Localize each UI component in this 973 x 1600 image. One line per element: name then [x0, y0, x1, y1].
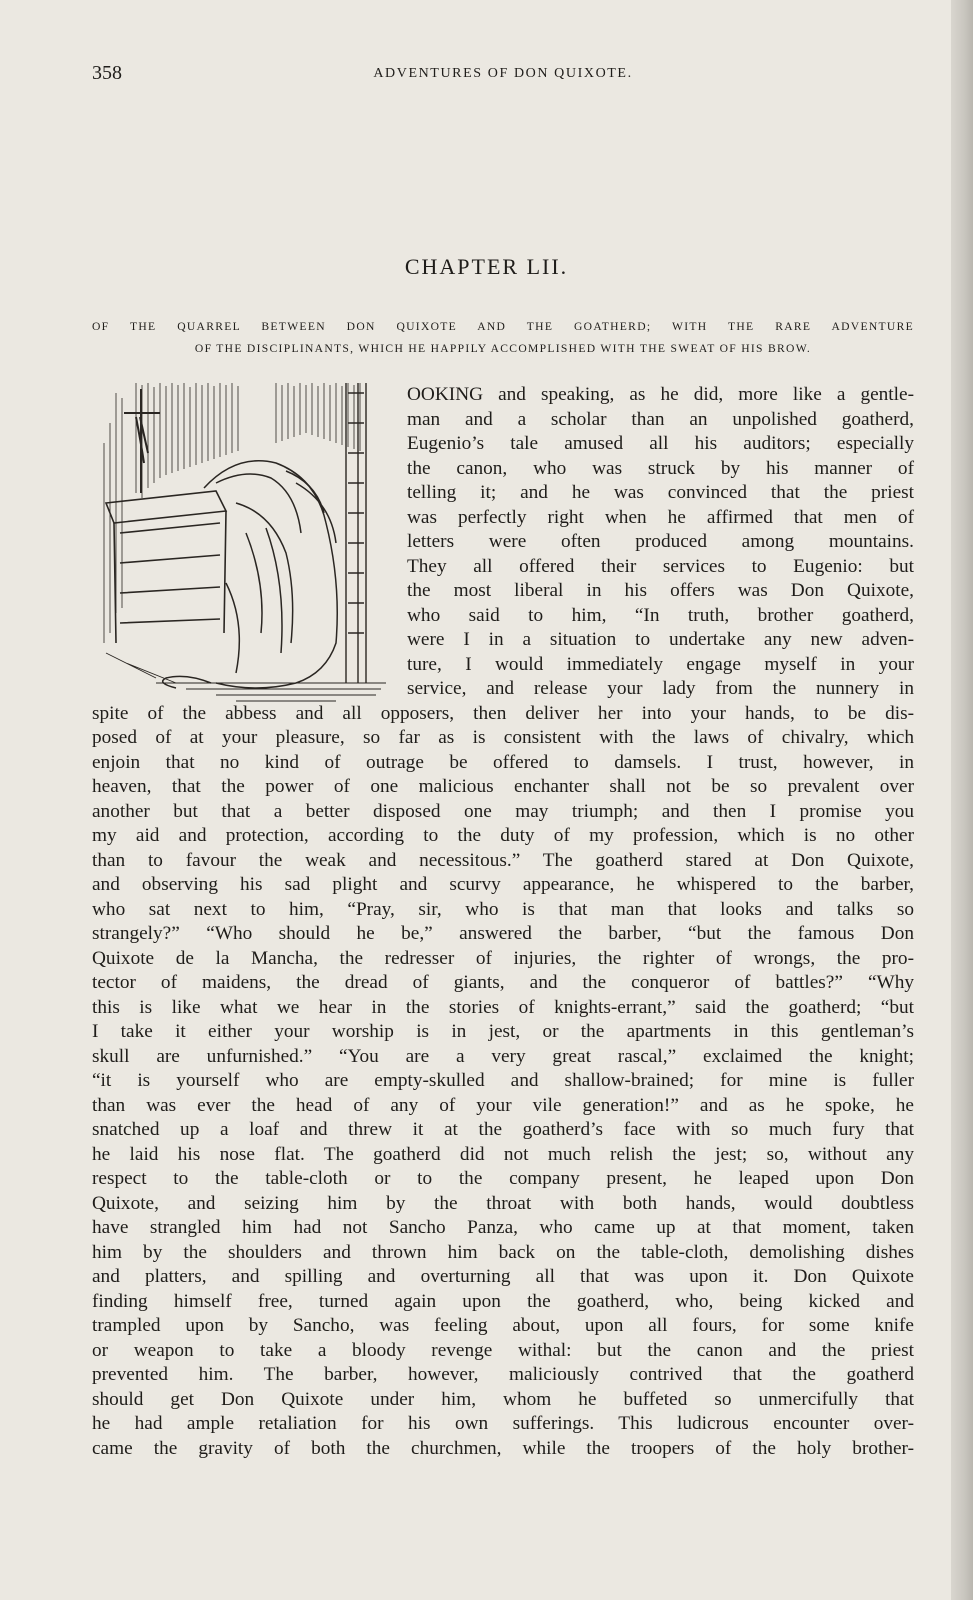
text-line: service, and release your lady from the nunnery in — [407, 678, 914, 699]
page-number: 358 — [92, 62, 122, 84]
text-line: ture, I would immediately engage myself in your — [407, 653, 914, 675]
text-line: Eugenio’s tale amused all his auditors; especially — [407, 433, 914, 454]
text-line: spite of the abbess and all opposers, then deliver her into your hands, to be dis- — [92, 702, 914, 724]
text-line: who sat next to him, “Pray, sir, who is that man that looks and talks so — [92, 898, 914, 920]
text-line: came the gravity of both the churchmen, while the troopers of the holy brother- — [92, 1437, 914, 1459]
text-line: I take it either your worship is in jest, or the apartments in this gentleman’s — [92, 1021, 914, 1042]
text-line: skull are unfurnished.” “You are a very great rascal,” exclaimed the knight; — [92, 1045, 914, 1067]
text-line: prevented him. The barber, however, maliciously contrived that the goatherd — [92, 1364, 914, 1385]
text-line: enjoin that no kind of outrage be offered to damsels. I trust, however, in — [92, 751, 914, 773]
text-line: who said to him, “In truth, brother goatherd, — [407, 604, 914, 626]
text-line: than to favour the weak and necessitous.” The goatherd stared at Don Quixote, — [92, 849, 914, 871]
page-edge-shadow — [951, 0, 973, 1600]
running-title: ADVENTURES OF DON QUIXOTE. — [373, 66, 633, 81]
text-line: him by the shoulders and thrown him back on the table-cloth, demolishing dishes — [92, 1241, 914, 1263]
text-line: the most liberal in his offers was Don Quixote, — [407, 580, 914, 601]
text-line: finding himself free, turned again upon the goatherd, who, being kicked and — [92, 1290, 914, 1312]
text-line: letters were often produced among mountains. — [407, 531, 914, 552]
summary-line: OF THE QUARREL BETWEEN DON QUIXOTE AND THE GOATHERD; WITH THE RARE ADVENTURE — [92, 320, 914, 333]
text-line: than was ever the head of any of your vile generation!” and as he spoke, he — [92, 1094, 914, 1116]
text-line: he laid his nose flat. The goatherd did not much relish the jest; so, without any — [92, 1143, 914, 1165]
text-line: OOKING and speaking, as he did, more like a gentle- — [407, 384, 914, 405]
text-line: have strangled him had not Sancho Panza, who came up at that moment, taken — [92, 1217, 914, 1238]
text-line: this is like what we hear in the stories of knights-errant,” said the goatherd; “but — [92, 996, 914, 1018]
text-line: the canon, who was struck by his manner of — [407, 457, 914, 479]
text-line: or weapon to take a bloody revenge withal: but the canon and the priest — [92, 1339, 914, 1361]
chapter-summary — [92, 316, 914, 360]
text-line: trampled upon by Sancho, was feeling about, upon all fours, for some knife — [92, 1315, 914, 1336]
text-line: posed of at your pleasure, so far as is consistent with the laws of chivalry, which — [92, 727, 914, 748]
text-line: strangely?” “Who should he be,” answered the barber, “but the famous Don — [92, 923, 914, 944]
text-line: and observing his sad plight and scurvy appearance, he whispered to the barber, — [92, 874, 914, 895]
text-line: Quixote, and seizing him by the throat with both hands, would doubtless — [92, 1192, 914, 1214]
text-line: and platters, and spilling and overturning all that was upon it. Don Quixote — [92, 1266, 914, 1287]
text-line: my aid and protection, according to the duty of my profession, which is no other — [92, 825, 914, 846]
body-text — [92, 383, 914, 1461]
running-head — [92, 62, 914, 92]
chapter-title: CHAPTER LII. — [404, 254, 569, 279]
text-line: snatched up a loaf and threw it at the goatherd’s face with so much fury that — [92, 1119, 914, 1140]
text-line: man and a scholar than an unpolished goatherd, — [407, 408, 914, 430]
text-line: telling it; and he was convinced that the priest — [407, 482, 914, 503]
text-line: he had ample retaliation for his own sufferings. This ludicrous encounter over- — [92, 1413, 914, 1434]
text-line: should get Don Quixote under him, whom he buffeted so unmercifully that — [92, 1388, 914, 1410]
text-line: another but that a better disposed one may triumph; and then I promise you — [92, 800, 914, 822]
text-line: They all offered their services to Eugenio: but — [407, 555, 914, 577]
text-line: heaven, that the power of one malicious enchanter shall not be so prevalent over — [92, 776, 914, 797]
text-line: were I in a situation to undertake any new adven- — [407, 629, 914, 650]
text-line: tector of maidens, the dread of giants, and the conqueror of battles?” “Why — [92, 972, 914, 993]
text-line: respect to the table-cloth or to the company present, he leaped upon Don — [92, 1168, 914, 1189]
summary-line: OF THE DISCIPLINANTS, WHICH HE HAPPILY ACCOMPLISHED WITH THE SWEAT OF HIS BROW. — [194, 342, 812, 355]
text-line: Quixote de la Mancha, the redresser of injuries, the righter of wrongs, the pro- — [92, 947, 914, 969]
text-line: “it is yourself who are empty-skulled and shallow-brained; for mine is fuller — [92, 1070, 914, 1091]
text-line: was perfectly right when he affirmed that men of — [407, 506, 914, 528]
